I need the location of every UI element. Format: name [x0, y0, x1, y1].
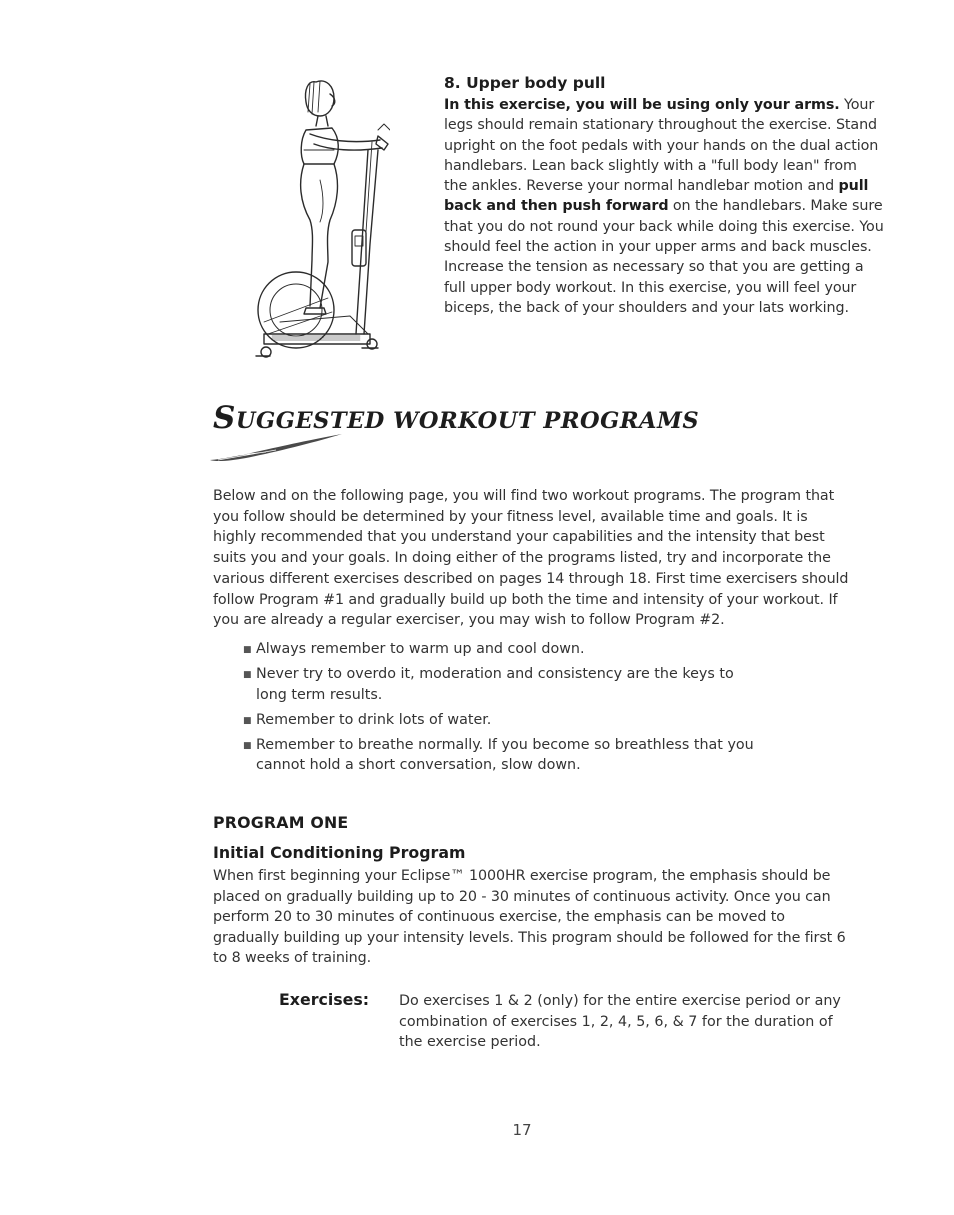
list-item: ■ Always remember to warm up and cool down. — [243, 639, 763, 659]
page-heading — [213, 400, 699, 436]
bullet-icon: ■ — [243, 645, 252, 655]
section-upper-body-pull — [444, 74, 884, 318]
page-number: 17 — [512, 1121, 532, 1139]
tips-list — [243, 639, 763, 781]
section-title: 8. Upper body pull — [444, 74, 606, 92]
decorative-swoosh — [206, 432, 346, 464]
bullet-icon: ■ — [243, 670, 252, 681]
section-body — [444, 95, 884, 318]
list-item: ■ Remember to drink lots of water. — [243, 710, 763, 730]
list-item: ■ Never try to overdo it, moderation and consistency are the keys to long term results. — [243, 666, 734, 703]
heading-initial: S — [213, 400, 236, 436]
intro-paragraph: Below and on the following page, you will find two workout programs. The program that you follow should be determined by your fitness level, available time and goals. It is highly recommended that you understand your capabilities and the intensity that best suits you and your goals. In doing either of the programs listed, try and incorporate the various different exercises described on pages 14 through 18. First time exercisers should follow Program #1 and gradually build up both the time and intensity of your workout. If you are already a regular exerciser, you may wish to follow Program #2. — [213, 488, 849, 629]
exercises-text: Do exercises 1 & 2 (only) for the entire exercise period or any combination of exercises 1, 2, 4, 5, 6, & 7 for the duration of the exercise period. — [399, 993, 841, 1050]
heading-rest: UGGESTED WORKOUT PROGRAMS — [235, 408, 700, 434]
bullet-icon: ■ — [243, 741, 252, 752]
body-text-b: on the handlebars. Make sure that you do not round your back while doing this exercise. You should feel the action in your upper arms and back muscles. Increase the tension as necessary so that you are getting a full upper body workout. In this exercise, you will feel your biceps, the back of your shoulders and your lats working. — [444, 198, 884, 316]
body-text-a: Your legs should remain stationary throughout the exercise. Stand upright on the foot pedals with your hands on the dual action handlebars. Lean back slightly with a "full body lean" from the ankles. Reverse your normal handlebar motion and — [444, 97, 879, 195]
bold-phrase: pull back and then push forward — [444, 178, 869, 215]
program-title: PROGRAM ONE — [213, 813, 349, 832]
program-subtitle: Initial Conditioning Program — [213, 843, 466, 862]
lead-text: In this exercise, you will be using only your arms. — [444, 97, 840, 113]
program-body: When first beginning your Eclipse™ 1000HR exercise program, the emphasis should be placed on gradually building up to 20 - 30 minutes of continuous activity. Once you can perform 20 to 30 minutes of continuous exercise, the emphasis can be moved to gradually building up your intensity levels. This program should be followed for the first 6 to 8 weeks of training. — [213, 868, 846, 966]
bullet-icon: ■ — [243, 715, 252, 726]
list-item: ■ Remember to breathe normally. If you become so breathless that you cannot hold a short conversation, slow down. — [243, 737, 754, 774]
exercises-label: Exercises: — [279, 990, 370, 1009]
elliptical-trainer-illustration — [250, 72, 390, 364]
